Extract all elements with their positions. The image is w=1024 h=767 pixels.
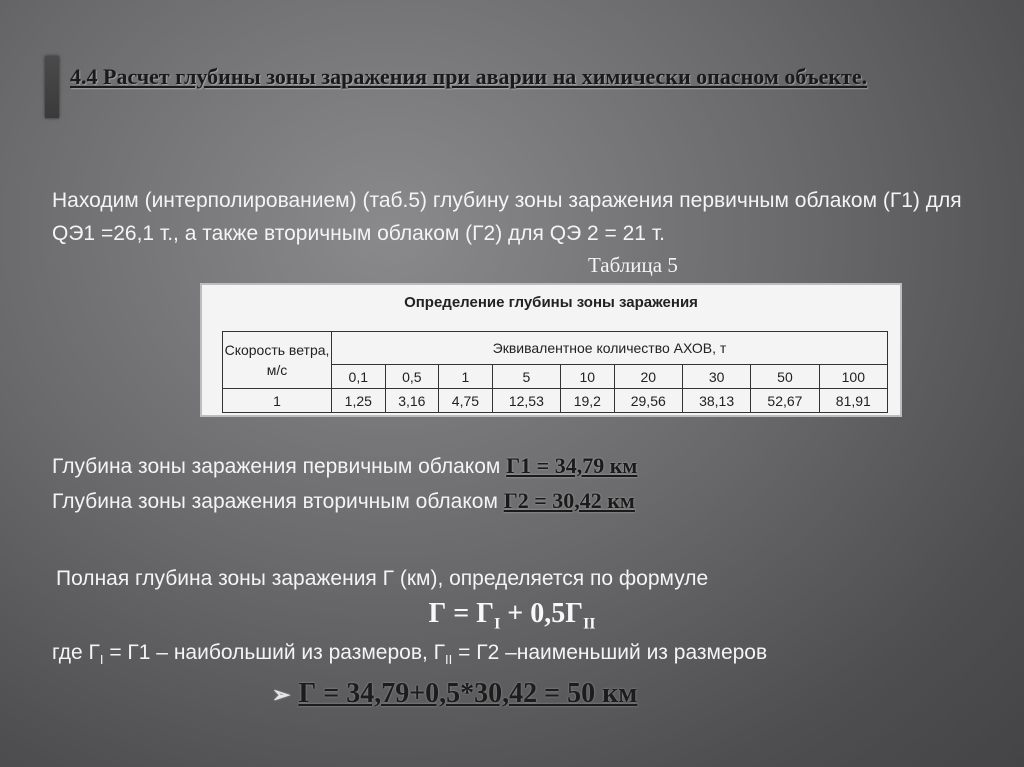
quantity-header-cell: 0,1 xyxy=(332,365,386,389)
secondary-depth-line xyxy=(52,488,992,514)
quantity-header-cell: 20 xyxy=(614,365,682,389)
secondary-depth-value: Г2 = 30,42 км xyxy=(503,488,635,513)
quantity-header-cell: 30 xyxy=(682,365,750,389)
primary-depth-label: Глубина зоны заражения первичным облаком xyxy=(52,455,507,478)
formula-sub-1: I xyxy=(494,615,501,633)
depth-cell: 12,53 xyxy=(492,389,560,413)
depth-formula xyxy=(0,598,1024,634)
quantity-header-cell: 5 xyxy=(492,365,560,389)
quantity-header-cell: 0,5 xyxy=(385,365,439,389)
full-depth-text: Полная глубина зоны заражения Г (км), определяется по формуле xyxy=(56,567,709,590)
depth-cell: 38,13 xyxy=(682,389,750,413)
intro-paragraph: Находим (интерполированием) (таб.5) глубину зоны заражения первичным облаком (Г1) для QЭ1 =26,1 т., а также вторичным облаком (Г2) для QЭ 2 = 21 т. xyxy=(52,189,962,245)
primary-depth-line xyxy=(52,453,992,479)
depth-cell: 4,75 xyxy=(439,389,493,413)
formula-explanation xyxy=(52,641,992,667)
title-marker-bar xyxy=(45,56,59,118)
table-title: Определение глубины зоны заражения xyxy=(404,294,698,311)
formula-lhs: Г = Г xyxy=(428,598,495,629)
quantity-header-cell: 10 xyxy=(561,365,615,389)
depth-cell: 81,91 xyxy=(819,389,887,413)
formula-mid: + 0,5Г xyxy=(500,598,584,629)
depth-table xyxy=(222,331,888,413)
secondary-depth-label: Глубина зоны заражения вторичным облаком xyxy=(52,490,504,513)
depth-cell: 19,2 xyxy=(561,389,615,413)
where-sub-1: I xyxy=(99,652,104,668)
result-value: Г = 34,79+0,5*30,42 = 50 км xyxy=(298,678,638,709)
depth-cell: 3,16 xyxy=(385,389,439,413)
speed-header-cell: Скорость ветра, м/с xyxy=(223,332,332,389)
depth-cell: 1,25 xyxy=(332,389,386,413)
quantity-group-header-cell: Эквивалентное количество АХОВ, т xyxy=(332,332,888,365)
quantity-header-cell: 50 xyxy=(751,365,819,389)
table-row xyxy=(223,389,888,413)
where-part-2: = Г1 – наибольший из размеров, Г xyxy=(103,641,446,664)
slide-title: 4.4 Расчет глубины зоны заражения при аварии на химически опасном объекте. xyxy=(70,64,868,89)
speed-cell: 1 xyxy=(223,389,332,413)
table-caption: Таблица 5 xyxy=(588,253,678,277)
quantity-header-cell: 100 xyxy=(819,365,887,389)
primary-depth-value: Г1 = 34,79 км xyxy=(506,453,638,478)
where-sub-2: II xyxy=(445,652,453,668)
where-part-1: где Г xyxy=(52,641,100,664)
depth-table-figure xyxy=(200,283,902,417)
depth-cell: 29,56 xyxy=(614,389,682,413)
depth-cell: 52,67 xyxy=(751,389,819,413)
formula-sub-2: II xyxy=(583,615,596,633)
table-header-row xyxy=(223,332,888,365)
where-part-3: = Г2 –наименьший из размеров xyxy=(452,641,768,664)
arrow-bullet-icon: ➢ xyxy=(272,682,291,707)
quantity-header-cell: 1 xyxy=(439,365,493,389)
result-line xyxy=(272,678,637,710)
